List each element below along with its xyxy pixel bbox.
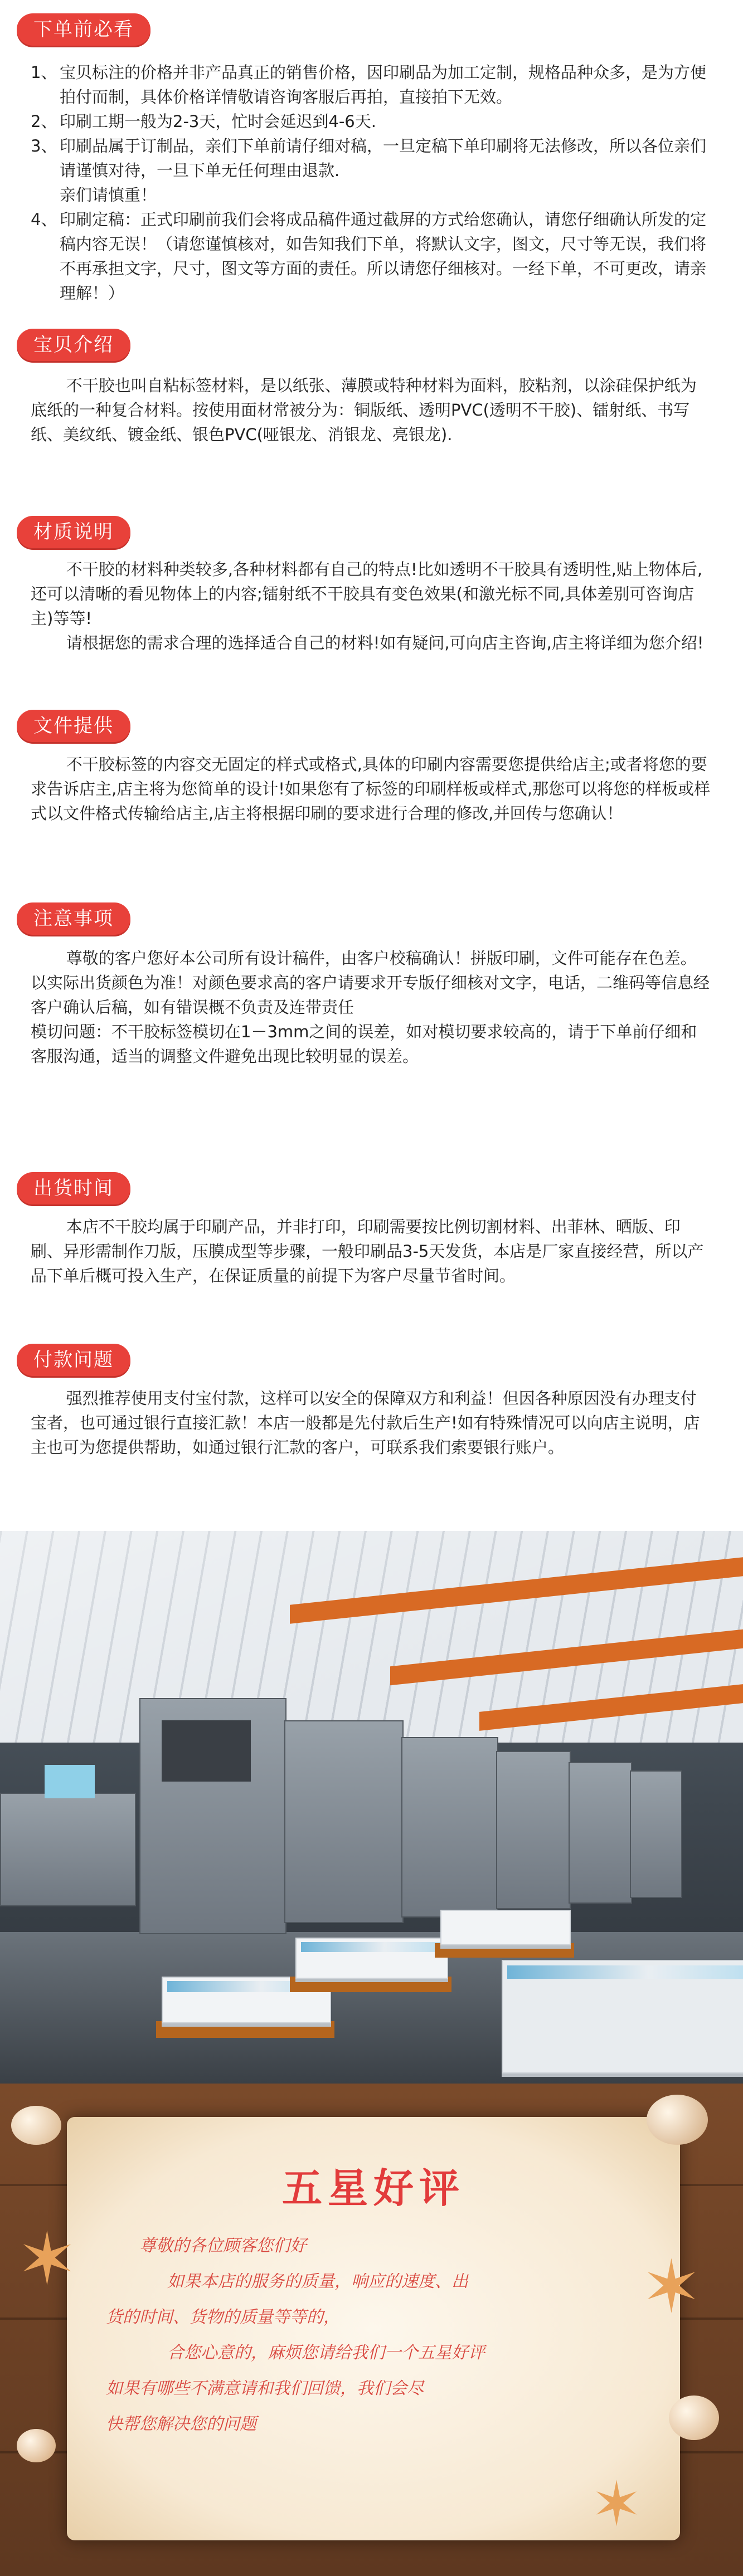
- press-panel: [162, 1720, 251, 1782]
- files-paragraph: 不干胶标签的内容交无固定的样式或格式,具体的印刷内容需要您提供给店主;或者将您的要求告诉店主,店主将为您简单的设计!如果您有了标签的印刷样板或样式,那您可以将您的样板或样式以文件格式传输给店主,店主将根据印刷的要求进行合理的修改,并回传与您确认！: [31, 755, 711, 823]
- material-paragraph-2: 请根据您的需求合理的选择适合自己的材料!如有疑问,可向店主咨询,店主将详细为您介绍!: [66, 633, 704, 652]
- notes-paragraph-2: 模切问题：不干胶标签模切在1－3mm之间的误差，如对模切要求较高的，请于下单前仔细和客服沟通，适当的调整文件避免出现比较明显的误差。: [31, 1022, 697, 1066]
- section-tag-intro: 宝贝介绍: [17, 329, 130, 361]
- starfish-icon: ✶: [17, 2217, 77, 2301]
- press-unit: [496, 1751, 571, 1909]
- section-tag-shipping: 出货时间: [17, 1172, 130, 1204]
- shipping-text: [31, 1214, 711, 1288]
- review-line: 如果本店的服务的质量，响应的速度、出: [167, 2272, 468, 2291]
- item-extra: 亲们请慎重！: [60, 186, 157, 204]
- item-text: 印刷定稿：正式印刷前我们会将成品稿件通过截屏的方式给您确认，请您仔细确认所发的定稿内容无误！（请您谨慎核对，如告知我们下单，将默认文字，图文，尺寸等无误，我们将不再承担文字，尺寸，图文等方面的责任。所以请您仔细核对。一经下单，不可更改，请亲理解！）: [60, 210, 707, 303]
- item-number: 1、: [31, 63, 57, 82]
- seashell-icon: [669, 2396, 719, 2440]
- review-line: 尊敬的各位顾客您们好: [139, 2236, 307, 2256]
- before-order-item-1: [31, 60, 711, 109]
- starfish-icon: ✶: [641, 2245, 702, 2329]
- before-order-item-4: [31, 207, 711, 305]
- item-text: 印刷品属于订制品，亲们下单前请仔细对稿，一旦定稿下单印刷将无法修改，所以各位亲们请谨慎对待，一旦下单无任何理由退款.: [60, 136, 707, 180]
- section-tag-before-order: 下单前必看: [17, 13, 150, 46]
- press-unit: [284, 1720, 404, 1923]
- item-number: 2、: [31, 112, 57, 131]
- section-tag-notes: 注意事项: [17, 902, 130, 935]
- factory-photo: [0, 1531, 743, 2084]
- paper-stack-print: [507, 1965, 743, 1979]
- material-paragraph-1: 不干胶的材料种类较多,各种材料都有自己的特点!比如透明不干胶具有透明性,贴上物体后,还可以清晰的看见物体上的内容;镭射纸不干胶具有变色效果(和激光标不同,具体差别可咨询店主)等等!: [31, 560, 703, 628]
- seashell-icon: [647, 2095, 708, 2145]
- item-text: 宝贝标注的价格并非产品真正的销售价格，因印刷品为加工定制，规格品种众多，是为方便拍付而制，具体价格详情敬请咨询客服后再拍，直接拍下无效。: [60, 63, 707, 106]
- notes-text: [31, 946, 711, 1069]
- press-unit: [569, 1762, 632, 1904]
- review-line: 合您心意的，麻烦您请给我们一个五星好评: [167, 2343, 485, 2363]
- payment-paragraph: 强烈推荐使用支付宝付款，这样可以安全的保障双方和利益！但因各种原因没有办理支付宝者，也可通过银行直接汇款！本店一般都是先付款后生产!如有特殊情况可以向店主说明，店主也可为您提供帮助，如通过银行汇款的客户，可联系我们索要银行账户。: [31, 1389, 700, 1457]
- paper-stack-print: [301, 1942, 440, 1952]
- section-tag-payment: 付款问题: [17, 1344, 130, 1376]
- review-title: 五星好评: [281, 2164, 465, 2212]
- intro-text: [31, 373, 711, 447]
- section-tag-material: 材质说明: [17, 516, 130, 548]
- review-banner: [0, 2084, 743, 2576]
- starfish-icon: ✶: [591, 2468, 643, 2540]
- intro-paragraph: 不干胶也叫自粘标签材料，是以纸张、薄膜或特种材料为面料，胶粘剂，以涂硅保护纸为底纸的一种复合材料。按使用面材常被分为：铜版纸、透明PVC(透明不干胶)、镭射纸、书写纸、美纹纸、镀金纸、银色PVC(哑银龙、消银龙、亮银龙).: [31, 376, 697, 444]
- shipping-paragraph: 本店不干胶均属于印刷产品，并非打印，印刷需要按比例切割材料、出菲林、晒版、印刷、异形需制作刀版，压膜成型等步骤，一般印刷品3-5天发货，本店是厂家直接经营，所以产品下单后概可投入生产，在保证质量的前提下为客户尽量节省时间。: [31, 1217, 704, 1285]
- pallet: [290, 1977, 451, 1992]
- before-order-item-2: [31, 109, 711, 134]
- item-number: 4、: [31, 210, 57, 229]
- item-text: 印刷工期一般为2-3天，忙时会延迟到4-6天.: [60, 112, 376, 131]
- review-line: 如果有哪些不满意请和我们回馈，我们会尽: [106, 2379, 424, 2398]
- seashell-icon: [17, 2429, 56, 2462]
- item-number: 3、: [31, 136, 57, 155]
- before-order-list: [31, 60, 711, 305]
- pallet: [156, 2021, 334, 2038]
- paper-stack: [440, 1910, 571, 1945]
- press-unit: [630, 1770, 682, 1898]
- notes-paragraph-1: 尊敬的客户您好本公司所有设计稿件，由客户校稿确认！拼版印刷，文件可能存在色差。以实际出货颜色为准！对颜色要求高的客户请要求开专版仔细核对文字，电话，二维码等信息经客户确认后稿，如有错误概不负责及连带责任: [31, 949, 710, 1017]
- material-text: [31, 557, 711, 655]
- review-text: [106, 2228, 652, 2442]
- review-paper: [67, 2117, 680, 2540]
- review-line: 货的时间、货物的质量等等的，: [106, 2307, 340, 2327]
- payment-text: [31, 1386, 711, 1460]
- control-desk: [0, 1793, 136, 1906]
- before-order-item-3: [31, 134, 711, 207]
- review-line: 快帮您解决您的问题: [106, 2414, 256, 2434]
- section-tag-files: 文件提供: [17, 710, 130, 742]
- files-text: [31, 752, 711, 826]
- press-unit: [401, 1737, 498, 1918]
- monitor: [45, 1765, 95, 1798]
- seashell-icon: [11, 2106, 61, 2145]
